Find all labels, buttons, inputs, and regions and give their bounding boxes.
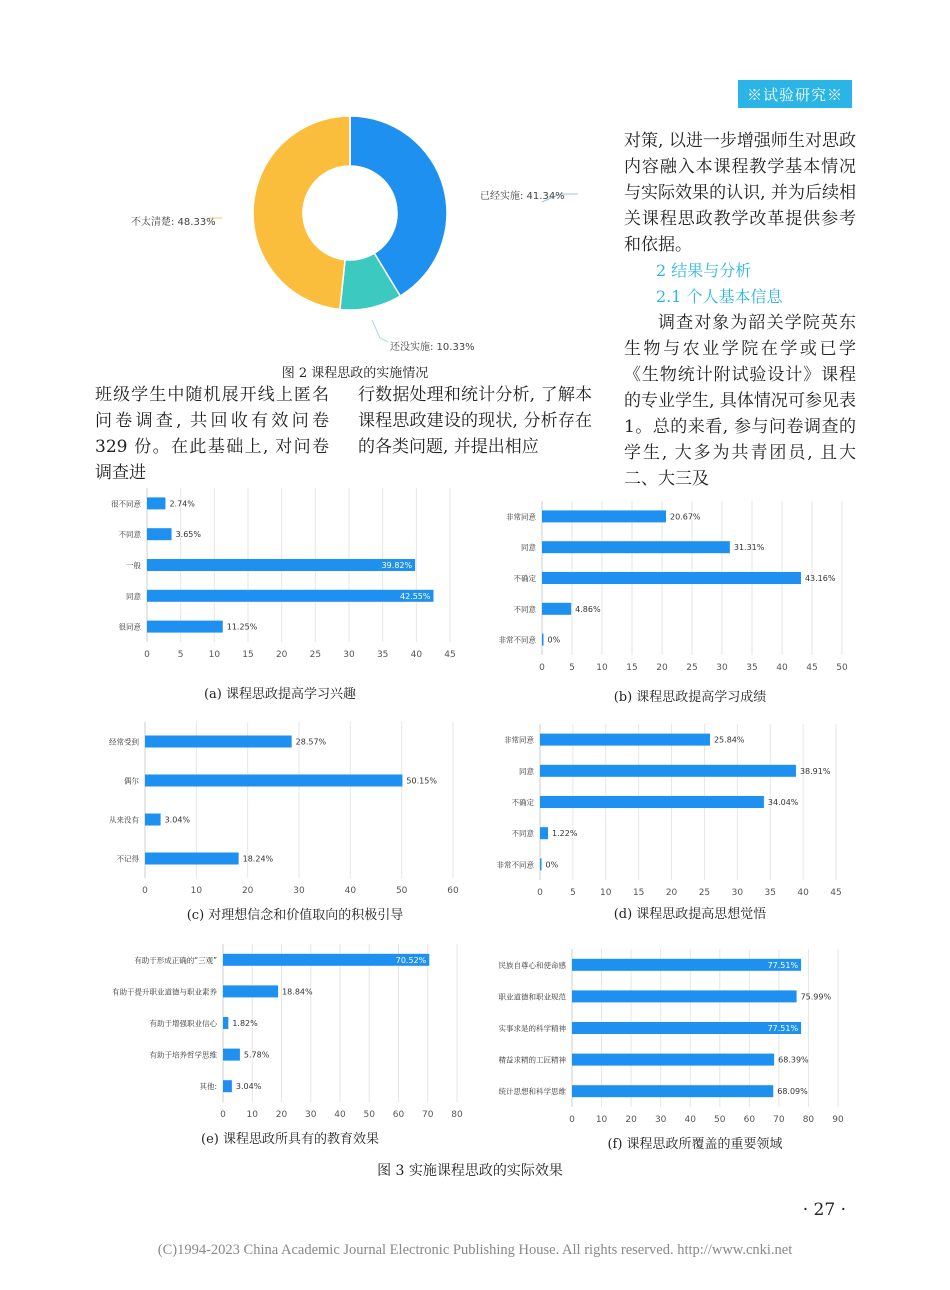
x-tick-label: 30 xyxy=(731,888,744,898)
x-tick-label: 50 xyxy=(363,1110,375,1120)
bar xyxy=(572,1085,773,1097)
category-label: 非常同意 xyxy=(506,512,536,522)
column-text-2: 行数据处理和统计分析, 了解本课程思政建设的现状, 分析存在的各类问题, 并提出相应 xyxy=(358,385,592,457)
category-label: 很同意 xyxy=(118,622,141,632)
page-number: · 27 · xyxy=(802,1200,846,1220)
x-tick-label: 30 xyxy=(654,1115,667,1125)
bar-chart-d xyxy=(490,718,860,900)
x-tick-label: 0 xyxy=(142,886,148,896)
category-label: 有助于形成正确的“三观” xyxy=(134,955,217,965)
bar xyxy=(540,765,796,777)
data-label: 11.25% xyxy=(226,622,258,632)
x-tick-label: 50 xyxy=(836,663,848,673)
x-tick-label: 0 xyxy=(144,650,150,660)
data-label: 75.99% xyxy=(800,992,832,1002)
data-label: 31.31% xyxy=(733,543,765,553)
x-tick-label: 70 xyxy=(773,1115,785,1125)
x-tick-label: 60 xyxy=(447,886,459,896)
category-label: 实事求是的科学精神 xyxy=(498,1024,566,1033)
x-tick-label: 10 xyxy=(208,650,221,660)
caption-e: (e) 课程思政所具有的教育效果 xyxy=(201,1132,379,1147)
data-label: 2.74% xyxy=(169,499,195,509)
category-label: 不确定 xyxy=(511,798,534,807)
column-text-1: 班级学生中随机展开线上匿名问卷调查, 共回收有效问卷 329 份。在此基础上, 对问卷调查进 xyxy=(95,385,329,483)
bar xyxy=(223,1080,232,1092)
category-label: 同意 xyxy=(126,591,141,601)
bar xyxy=(572,1054,774,1066)
section-heading-2: 2 结果与分析 xyxy=(656,261,752,280)
x-tick-label: 0 xyxy=(569,1115,575,1125)
category-label: 偶尔 xyxy=(124,776,139,786)
label-leader-not-implemented xyxy=(372,320,388,342)
paragraph: 调查对象为韶关学院英东生物与农业学院在学或已学《生物统计附试验设计》课程的专业学生, 具体情况可参见表 1。总的来看, 参与问卷调查的学生, 大多为共青团员, 且大二、大三及 xyxy=(624,313,856,489)
category-label: 统计思想和科学思维 xyxy=(498,1087,566,1097)
right-column xyxy=(624,128,856,492)
bar xyxy=(572,990,797,1002)
bar xyxy=(147,497,165,509)
category-label: 非常同意 xyxy=(504,735,534,745)
x-tick-label: 40 xyxy=(410,650,423,660)
caption-a: (a) 课程思政提高学习兴趣 xyxy=(203,687,357,702)
x-tick-label: 50 xyxy=(395,886,408,896)
bar xyxy=(540,796,764,808)
x-tick-label: 10 xyxy=(596,663,608,673)
category-label: 非常不同意 xyxy=(498,635,536,645)
category-label: 不记得 xyxy=(116,854,139,864)
x-tick-label: 45 xyxy=(806,663,818,673)
x-tick-label: 0 xyxy=(539,663,545,673)
bar xyxy=(542,541,730,553)
x-tick-label: 30 xyxy=(305,1110,317,1120)
x-tick-label: 40 xyxy=(797,888,809,898)
caption-c: (c) 对理想信念和价值取向的积极引导 xyxy=(186,908,404,923)
x-tick-label: 5 xyxy=(569,663,575,673)
category-label: 同意 xyxy=(521,543,536,553)
x-tick-label: 40 xyxy=(684,1115,696,1125)
x-tick-label: 10 xyxy=(190,886,203,896)
data-label: 68.39% xyxy=(778,1055,809,1065)
category-label: 有助于增强职业信心 xyxy=(149,1019,217,1028)
category-label: 一般 xyxy=(126,561,141,570)
bar xyxy=(542,510,666,522)
data-label: 39.82% xyxy=(381,561,413,570)
x-tick-label: 90 xyxy=(832,1115,844,1125)
figure2-caption: 图 2 课程思政的实施情况 xyxy=(281,366,429,381)
x-tick-label: 15 xyxy=(626,663,638,673)
data-label: 38.91% xyxy=(799,766,831,776)
bar xyxy=(540,827,548,839)
category-label: 非常不同意 xyxy=(496,860,534,870)
x-tick-label: 45 xyxy=(444,650,456,660)
x-tick-label: 30 xyxy=(716,663,728,673)
x-tick-label: 20 xyxy=(275,1110,288,1120)
data-label: 18.84% xyxy=(282,987,313,997)
x-tick-label: 80 xyxy=(451,1110,463,1120)
x-tick-label: 5 xyxy=(177,650,184,660)
data-label: 25.84% xyxy=(713,735,745,745)
bar xyxy=(542,634,544,646)
x-tick-label: 5 xyxy=(570,888,576,898)
data-label: 1.22% xyxy=(552,829,578,839)
bar xyxy=(145,853,239,865)
x-tick-label: 0 xyxy=(220,1110,226,1120)
x-tick-label: 10 xyxy=(595,1115,608,1125)
bar xyxy=(147,559,415,571)
data-label: 0% xyxy=(547,635,561,645)
bar xyxy=(145,775,402,787)
category-label: 不同意 xyxy=(511,829,534,839)
x-tick-label: 15 xyxy=(632,888,645,898)
data-label: 50.15% xyxy=(406,776,437,786)
caption-f: (f) 课程思政所覆盖的重要领域 xyxy=(607,1137,783,1152)
bar xyxy=(223,1017,228,1029)
bar xyxy=(223,985,278,997)
category-label: 有助于提升职业道德与职业素养 xyxy=(112,987,217,997)
x-tick-label: 35 xyxy=(376,650,389,660)
caption-b: (b) 课程思政提高学习成绩 xyxy=(613,690,767,705)
x-tick-label: 10 xyxy=(246,1110,258,1120)
bar xyxy=(145,736,292,748)
donut-label-unclear: 不太清楚: 48.33% xyxy=(131,217,216,228)
data-label: 1.82% xyxy=(232,1019,258,1028)
category-label: 不确定 xyxy=(513,574,536,583)
data-label: 5.78% xyxy=(243,1050,270,1060)
x-tick-label: 80 xyxy=(802,1115,815,1125)
category-label: 职业道德和职业规范 xyxy=(498,992,566,1002)
data-label: 42.55% xyxy=(399,591,431,601)
x-tick-label: 25 xyxy=(686,663,698,673)
x-tick-label: 40 xyxy=(776,663,788,673)
data-label: 68.09% xyxy=(777,1087,808,1097)
x-tick-label: 70 xyxy=(422,1110,434,1120)
data-label: 34.04% xyxy=(767,798,799,807)
x-tick-label: 20 xyxy=(275,650,288,660)
x-tick-label: 35 xyxy=(746,663,758,673)
bar-chart-c xyxy=(95,716,475,900)
category-label: 不同意 xyxy=(118,530,141,540)
figure3-caption: 图 3 实施课程思政的实际效果 xyxy=(377,1163,563,1179)
bar xyxy=(540,734,710,746)
data-label: 3.04% xyxy=(235,1082,262,1092)
donut-label-implemented: 已经实施: 41.34% xyxy=(480,191,565,202)
x-tick-label: 0 xyxy=(537,888,543,898)
x-tick-label: 30 xyxy=(293,886,305,896)
category-label: 民族自尊心和使命感 xyxy=(498,960,566,970)
x-tick-label: 30 xyxy=(343,650,355,660)
category-label: 同意 xyxy=(519,766,534,776)
x-tick-label: 25 xyxy=(309,650,322,660)
category-label: 很不同意 xyxy=(111,499,141,509)
data-label: 77.51% xyxy=(767,960,799,970)
section-tag: ※试验研究※ xyxy=(738,80,852,108)
bar xyxy=(147,590,434,602)
x-tick-label: 10 xyxy=(600,888,612,898)
category-label: 有助于培养哲学思维 xyxy=(149,1050,217,1060)
data-label: 0% xyxy=(545,860,559,870)
category-label: 精益求精的工匠精神 xyxy=(498,1055,566,1065)
x-tick-label: 50 xyxy=(714,1115,726,1125)
data-label: 77.51% xyxy=(767,1024,799,1033)
paragraph: 对策, 以进一步增强师生对思政内容融入本课程教学基本情况与实际效果的认识, 并为后续相关课程思政教学改革提供参考和依据。 xyxy=(624,131,856,255)
category-label: 经常受到 xyxy=(109,737,139,747)
copyright-footer: (C)1994-2023 China Academic Journal Electronic Publishing House. All rights reserved. http://www.cnki.net xyxy=(157,1242,793,1258)
bar xyxy=(147,528,172,540)
bar xyxy=(147,621,223,633)
x-tick-label: 40 xyxy=(344,886,357,896)
category-label: 其他: xyxy=(199,1082,217,1092)
x-tick-label: 20 xyxy=(625,1115,637,1125)
bar-chart-e xyxy=(95,940,475,1120)
x-tick-label: 20 xyxy=(241,886,254,896)
data-label: 70.52% xyxy=(395,955,427,965)
x-tick-label: 40 xyxy=(334,1110,346,1120)
bar-chart-b xyxy=(490,495,860,677)
data-label: 4.86% xyxy=(575,604,601,614)
bar xyxy=(223,1049,240,1061)
data-label: 28.57% xyxy=(295,737,327,747)
x-tick-label: 15 xyxy=(242,650,254,660)
x-tick-label: 20 xyxy=(665,888,678,898)
caption-d: (d) 课程思政提高思想觉悟 xyxy=(613,907,767,922)
bar xyxy=(145,814,161,826)
section-heading-2-1: 2.1 个人基本信息 xyxy=(656,287,783,306)
category-label: 不同意 xyxy=(513,604,536,614)
data-label: 3.04% xyxy=(164,815,191,825)
x-tick-label: 35 xyxy=(764,888,776,898)
category-label: 从来没有 xyxy=(109,815,139,825)
bar-chart-a xyxy=(95,480,475,670)
donut-label-not-implemented: 还没实施: 10.33% xyxy=(390,342,475,353)
data-label: 43.16% xyxy=(804,574,836,583)
x-tick-label: 25 xyxy=(698,888,711,898)
data-label: 3.65% xyxy=(175,530,201,540)
bar-chart-f xyxy=(490,945,860,1125)
x-tick-label: 45 xyxy=(830,888,842,898)
donut-slices xyxy=(253,116,447,310)
donut-chart xyxy=(100,110,600,355)
x-tick-label: 60 xyxy=(743,1115,756,1125)
data-label: 20.67% xyxy=(670,512,701,522)
bar xyxy=(542,572,801,584)
bar xyxy=(542,603,571,615)
data-label: 18.24% xyxy=(242,854,274,864)
x-tick-label: 60 xyxy=(392,1110,405,1120)
x-tick-label: 20 xyxy=(656,663,668,673)
donut-slice-2 xyxy=(253,116,350,309)
bar xyxy=(540,858,542,870)
